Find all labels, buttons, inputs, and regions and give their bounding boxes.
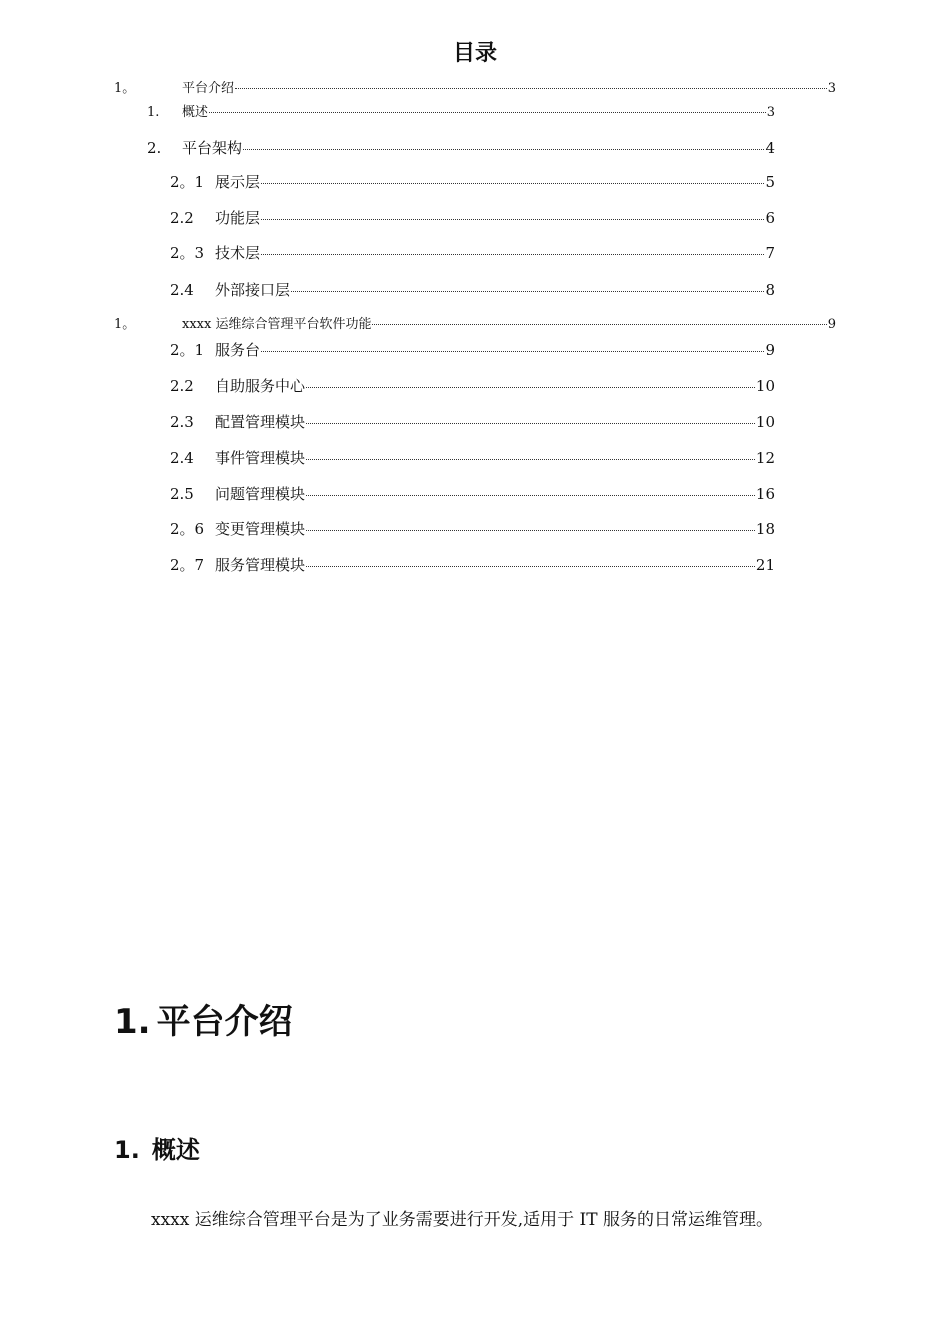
toc-leader [306,459,755,460]
toc-entry-number: 1。 [114,317,136,332]
toc-entry-page: 10 [755,413,775,431]
toc-entry-text: 概述 [182,105,209,120]
section-heading [114,994,293,1043]
toc-leader [291,291,764,292]
toc-leader [306,566,755,567]
toc-entry-page: 9 [765,341,775,359]
toc-entry[interactable] [170,242,775,264]
toc-entry-text: 问题管理模块 [215,485,306,503]
toc-entry[interactable] [114,314,836,336]
toc-entry-text: 配置管理模块 [215,413,306,431]
toc-entry-page: 10 [755,377,775,395]
toc-leader [261,254,764,255]
toc-entry-page: 8 [765,281,775,299]
toc-entry[interactable] [170,483,775,505]
section-heading-number: 1. [114,1002,151,1042]
subsection-heading-number: 1. [114,1136,140,1164]
toc-leader [261,183,764,184]
toc-leader [235,88,827,89]
toc-entry-page: 12 [755,449,775,467]
toc-entry-page: 5 [765,173,775,191]
toc-entry[interactable] [114,78,836,100]
toc-entry-text: 服务台 [215,341,261,359]
toc-entry[interactable] [170,339,775,361]
toc-entry-text: 平台架构 [182,139,243,157]
toc-entry-text: 技术层 [215,244,261,262]
toc-entry[interactable] [170,207,775,229]
toc-entry-page: 18 [755,520,775,538]
toc-entry-text: 事件管理模块 [215,449,306,467]
toc-entry[interactable] [170,554,775,576]
toc-leader [306,495,755,496]
toc-leader [306,423,755,424]
toc-entry-page: 6 [765,209,775,227]
toc-entry-number: 2.4 [170,449,194,467]
toc-entry-text: 变更管理模块 [215,520,306,538]
toc-entry-text: 服务管理模块 [215,556,306,574]
toc-title: 目录 [452,41,497,66]
toc-entry-number: 2.4 [170,281,194,299]
toc-entry-number: 2.5 [170,485,194,503]
toc-entry-page: 4 [765,139,775,157]
toc-entry-number: 2。7 [170,556,205,574]
toc-entry[interactable] [147,102,775,124]
toc-entry-number: 2。1 [170,341,205,359]
toc-entry-number: 2。1 [170,173,205,191]
toc-leader [261,351,764,352]
body-paragraph: xxxx 运维综合管理平台是为了业务需要进行开发,适用于 IT 服务的日常运维管理。 [151,1210,774,1230]
toc-entry-number: 2.2 [170,377,194,395]
toc-leader [306,387,755,388]
toc-entry[interactable] [170,375,775,397]
toc-entry[interactable] [170,411,775,433]
toc-entry-number: 2.3 [170,413,194,431]
toc-entry[interactable] [170,171,775,193]
toc-entry-text: 外部接口层 [215,281,291,299]
toc-entry-number: 2. [147,139,162,157]
subsection-heading [114,1130,200,1165]
toc-entry-page: 21 [755,556,775,574]
toc-leader [209,112,766,113]
toc-entry-text: 功能层 [215,209,261,227]
toc-leader [261,219,764,220]
toc-entry-number: 2。6 [170,520,205,538]
toc-entry[interactable] [147,137,775,159]
toc-entry-page: 3 [766,105,775,120]
toc-leader [306,530,755,531]
toc-entry-page: 9 [827,317,836,332]
toc-entry-number: 1。 [114,81,136,96]
toc-entry[interactable] [170,279,775,301]
toc-leader [243,149,764,150]
toc-entry-text: 展示层 [215,173,261,191]
toc-entry-number: 1. [147,105,160,120]
toc-entry-text: xxxx 运维综合管理平台软件功能 [182,317,372,332]
toc-entry-text: 平台介绍 [182,81,235,96]
subsection-heading-text: 概述 [151,1136,200,1164]
toc-entry-page: 3 [827,81,836,96]
toc-entry[interactable] [170,518,775,540]
toc-entry-number: 2。3 [170,244,205,262]
toc-entry[interactable] [170,447,775,469]
toc-leader [372,324,826,325]
toc-entry-page: 7 [765,244,775,262]
toc-entry-text: 自助服务中心 [215,377,306,395]
section-heading-text: 平台介绍 [156,1002,293,1042]
toc-entry-number: 2.2 [170,209,194,227]
toc-entry-page: 16 [755,485,775,503]
